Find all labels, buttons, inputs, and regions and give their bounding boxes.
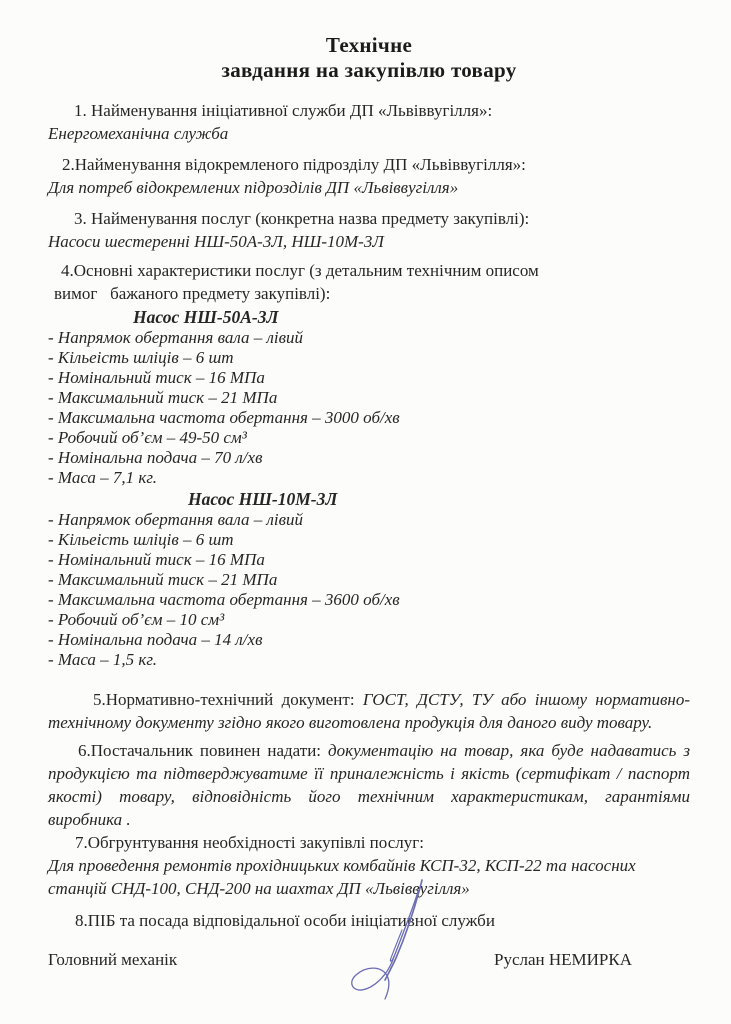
item-2 [48,153,690,199]
item-4 [48,259,690,305]
pump-section-nsh-10m-3l [48,489,690,670]
spec-line: - Напрямок обертання вала – лівий [48,328,303,347]
item-5-label: 5.Нормативно-технічний документ: [93,690,355,709]
item-3-answer: Насоси шестеренні НШ-50А-3Л, НШ-10М-3Л [48,232,384,251]
signer-name: Руслан НЕМИРКА [493,950,632,969]
item-7-answer: Для проведення ремонтів прохідницьких комбайнів КСП-32, КСП-22 та насосних станцій СНД-100, СНД-200 на шахтах ДП «Львіввугілля» [48,856,636,898]
signer-position: Головний механік [48,950,178,969]
item-6-detail: документацію на товар, яка буде надаватись з продукцією та підтверджуватиме її приналежність і якість (сертифікат / паспорт якості) товару, відповідність його технічним характеристикам, гарантіями виробника . [48,741,691,829]
spec-line: - Максимальна частота обертання – 3000 об/хв [48,408,400,427]
item-4-label-line-2: вимог бажаного предмету закупівлі): [54,284,331,303]
item-3-label: 3. Найменування послуг (конкретна назва предмету закупівлі): [74,209,530,228]
document-title [48,33,690,83]
item-1-label: 1. Найменування ініціативної служби ДП «Львіввугілля»: [74,101,493,120]
spec-line: - Максимальний тиск – 21 МПа [48,570,278,589]
item-8-label: 8.ПІБ та посада відповідальної особи ініціативної служби [75,911,495,930]
item-1-answer: Енергомеханічна служба [48,124,229,143]
spec-line: - Максимальна частота обертання – 3600 об/хв [48,590,400,609]
item-7-label: 7.Обгрунтування необхідності закупівлі послуг: [75,833,424,852]
item-7 [48,831,690,900]
spec-line: - Маса – 7,1 кг. [48,468,158,487]
pump-2-title: Насос НШ-10М-3Л [188,489,338,509]
item-1 [48,99,690,145]
item-3 [48,207,690,253]
spec-line: - Робочий об’єм – 10 см³ [48,610,225,629]
spec-line: - Кільеість шліців – 6 шт [48,348,234,367]
spec-line: - Номінальна подача – 70 л/хв [48,448,263,467]
item-5 [48,688,690,734]
signature-block [48,948,690,971]
spec-line: - Кільеість шліців – 6 шт [48,530,234,549]
spec-line: - Максимальний тиск – 21 МПа [48,388,278,407]
spec-line: - Номінальна подача – 14 л/хв [48,630,263,649]
item-4-label-line-1: 4.Основні характеристики послуг (з детальним технічним описом [61,261,539,280]
item-6-label: 6.Постачальник повинен надати: [78,741,322,760]
spec-line: - Номінальний тиск – 16 МПа [48,550,265,569]
pump-section-nsh-50a-3l [48,307,690,488]
spec-line: - Напрямок обертання вала – лівий [48,510,303,529]
pump-1-title: Насос НШ-50А-3Л [133,307,279,327]
item-5-detail: ГОСТ, ДСТУ, ТУ або іншому нормативно-технічному документу згідно якого виготовлена продукція для даного виду товару. [48,690,690,732]
title-line-1: Технічне [325,33,413,57]
spec-line: - Номінальний тиск – 16 МПа [48,368,265,387]
item-2-answer: Для потреб відокремлених підрозділів ДП «Львіввугілля» [48,178,459,197]
title-line-2: завдання на закупівлю товару [221,58,517,82]
item-6 [48,739,690,831]
spec-line: - Робочий об’єм – 49-50 см³ [48,428,247,447]
spec-line: - Маса – 1,5 кг. [48,650,158,669]
item-2-label: 2.Найменування відокремленого підрозділу ДП «Львіввугілля»: [62,155,526,174]
